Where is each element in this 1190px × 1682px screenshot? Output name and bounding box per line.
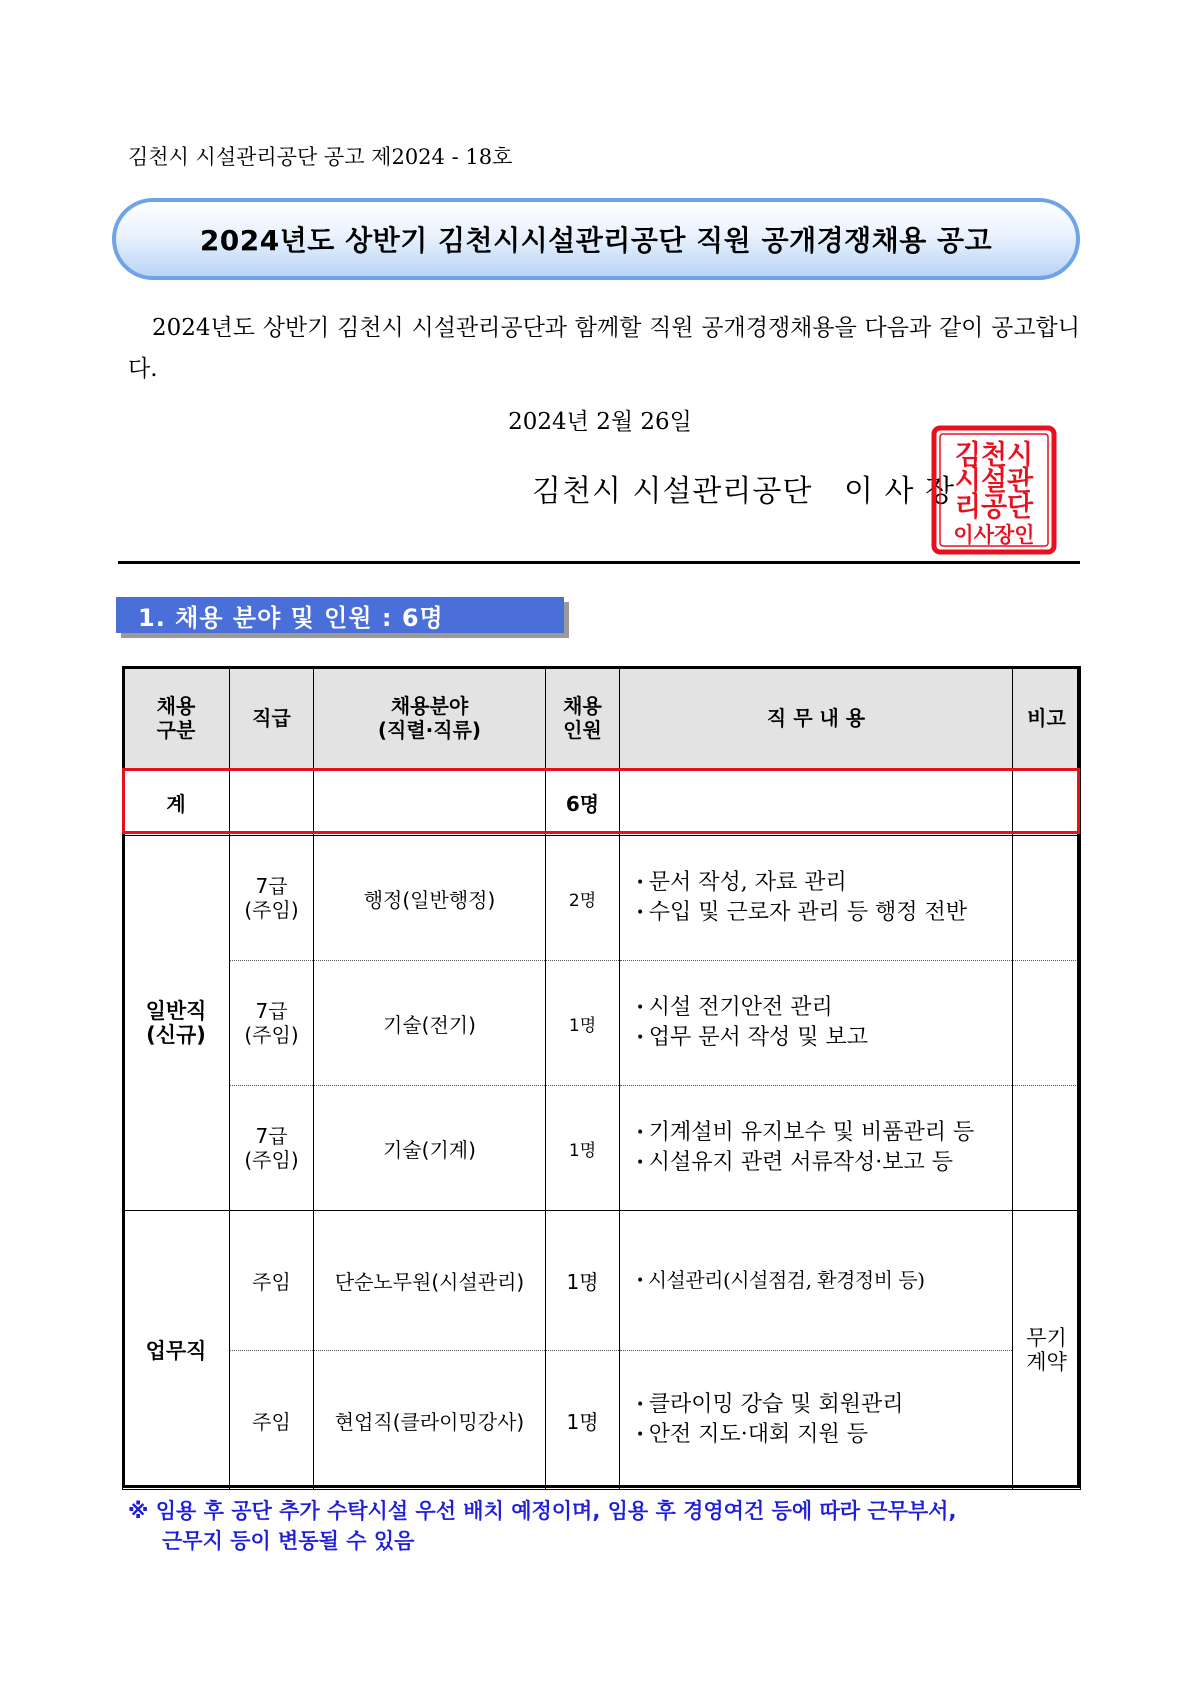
total-row <box>123 770 1081 836</box>
row-duties <box>620 961 1013 1086</box>
row-grade <box>230 836 314 961</box>
duty-item: • 업무 문서 작성 및 보고 <box>636 1023 1012 1053</box>
table-row <box>123 836 1081 961</box>
header-field <box>314 667 546 770</box>
section-heading <box>116 597 564 633</box>
page-title: 2024년도 상반기 김천시시설관리공단 직원 공개경쟁채용 공고 <box>199 224 993 257</box>
seal-line-4: 이사장인 <box>953 523 1035 547</box>
total-field-cell <box>314 770 546 836</box>
row-grade <box>230 1086 314 1211</box>
row-duties <box>620 1086 1013 1211</box>
group-general-line1: 일반직 <box>145 999 207 1023</box>
header-category <box>123 667 230 770</box>
row-duties <box>620 1211 1013 1351</box>
header-field-line1: 채용분야 <box>390 694 469 718</box>
row-grade-line2: (주임) <box>244 898 299 922</box>
footnote-line-1: ※ 임용 후 공단 추가 수탁시설 우선 배치 예정이며, 임용 후 경영여건 등에 따라 근무부서, <box>128 1499 957 1523</box>
group-general-line2: (신규) <box>146 1023 206 1047</box>
total-remarks-cell <box>1013 770 1081 836</box>
row-grade-line1: 7급 <box>255 1124 288 1148</box>
total-label: 계 <box>123 770 230 836</box>
header-grade: 직급 <box>230 667 314 770</box>
header-count <box>546 667 620 770</box>
table-row <box>123 1086 1081 1211</box>
notice-number: 김천시 시설관리공단 공고 제2024 - 18호 <box>128 145 513 169</box>
table-header-row <box>123 667 1081 770</box>
row-count: 1명 <box>546 961 620 1086</box>
duty-item: • 클라이밍 강습 및 회원관리 <box>636 1390 1012 1420</box>
total-count: 6명 <box>546 770 620 836</box>
row-grade: 주임 <box>230 1351 314 1490</box>
row-grade-line2: (주임) <box>244 1148 299 1172</box>
duty-item: • 기계설비 유지보수 및 비품관리 등 <box>636 1118 1012 1148</box>
footnote <box>128 1496 1088 1556</box>
duty-item: • 수입 및 근로자 관리 등 행정 전반 <box>636 898 1012 928</box>
duty-item: • 안전 지도·대회 지원 등 <box>636 1420 1012 1450</box>
footnote-line-2: 근무지 등이 변동될 수 있음 <box>162 1529 415 1553</box>
intro-paragraph: 2024년도 상반기 김천시 시설관리공단과 함께할 직원 공개경쟁채용을 다음과 같이 공고합니다. <box>128 315 1080 382</box>
table-row <box>123 961 1081 1086</box>
row-remarks <box>1013 836 1081 961</box>
section-heading-text: 1. 채용 분야 및 인원 : 6명 <box>138 603 444 632</box>
row-field: 기술(전기) <box>314 961 546 1086</box>
row-field: 기술(기계) <box>314 1086 546 1211</box>
row-grade <box>230 961 314 1086</box>
row-grade-line1: 7급 <box>255 999 288 1023</box>
header-count-line2: 인원 <box>563 718 602 742</box>
divider <box>118 561 1080 564</box>
header-category-line2: 구분 <box>156 718 196 742</box>
duty-item: • 문서 작성, 자료 관리 <box>636 868 1012 898</box>
title-banner <box>112 198 1080 280</box>
row-count: 1명 <box>546 1351 620 1490</box>
row-field: 단순노무원(시설관리) <box>314 1211 546 1351</box>
seal-line-3: 리공단 <box>954 492 1034 523</box>
header-category-line1: 채용 <box>156 694 196 718</box>
duty-item: • 시설관리(시설점검, 환경정비 등) <box>636 1265 1012 1297</box>
header-remarks: 비고 <box>1013 667 1081 770</box>
row-count: 2명 <box>546 836 620 961</box>
row-grade-line2: (주임) <box>244 1023 299 1047</box>
remark-line2: 계약 <box>1026 1350 1067 1374</box>
row-count: 1명 <box>546 1211 620 1351</box>
table-row <box>123 1351 1081 1490</box>
row-remarks <box>1013 1211 1081 1490</box>
table-row <box>123 1211 1081 1351</box>
notice-date: 2024년 2월 26일 <box>508 409 692 435</box>
recruitment-table <box>122 666 1080 1488</box>
row-field: 행정(일반행정) <box>314 836 546 961</box>
row-count: 1명 <box>546 1086 620 1211</box>
row-field: 현업직(클라이밍강사) <box>314 1351 546 1490</box>
total-grade-cell <box>230 770 314 836</box>
group-operations: 업무직 <box>123 1211 230 1490</box>
header-field-line2: (직렬·직류) <box>377 718 482 742</box>
seal-line-1: 김천시 <box>954 440 1034 471</box>
official-seal <box>930 424 1058 556</box>
row-duties <box>620 836 1013 961</box>
header-duties: 직 무 내 용 <box>620 667 1013 770</box>
header-count-line1: 채용 <box>563 694 602 718</box>
seal-line-2: 시설관 <box>954 466 1034 497</box>
signer-name: 김천시 시설관리공단 이 사 장 <box>532 474 955 509</box>
duty-item: • 시설 전기안전 관리 <box>636 993 1012 1023</box>
total-duties-cell <box>620 770 1013 836</box>
row-remarks <box>1013 1086 1081 1211</box>
group-general <box>123 836 230 1211</box>
remark-line1: 무기 <box>1026 1326 1067 1350</box>
row-grade: 주임 <box>230 1211 314 1351</box>
row-remarks <box>1013 961 1081 1086</box>
row-duties <box>620 1351 1013 1490</box>
row-grade-line1: 7급 <box>255 874 288 898</box>
duty-item: • 시설유지 관련 서류작성·보고 등 <box>636 1148 1012 1178</box>
